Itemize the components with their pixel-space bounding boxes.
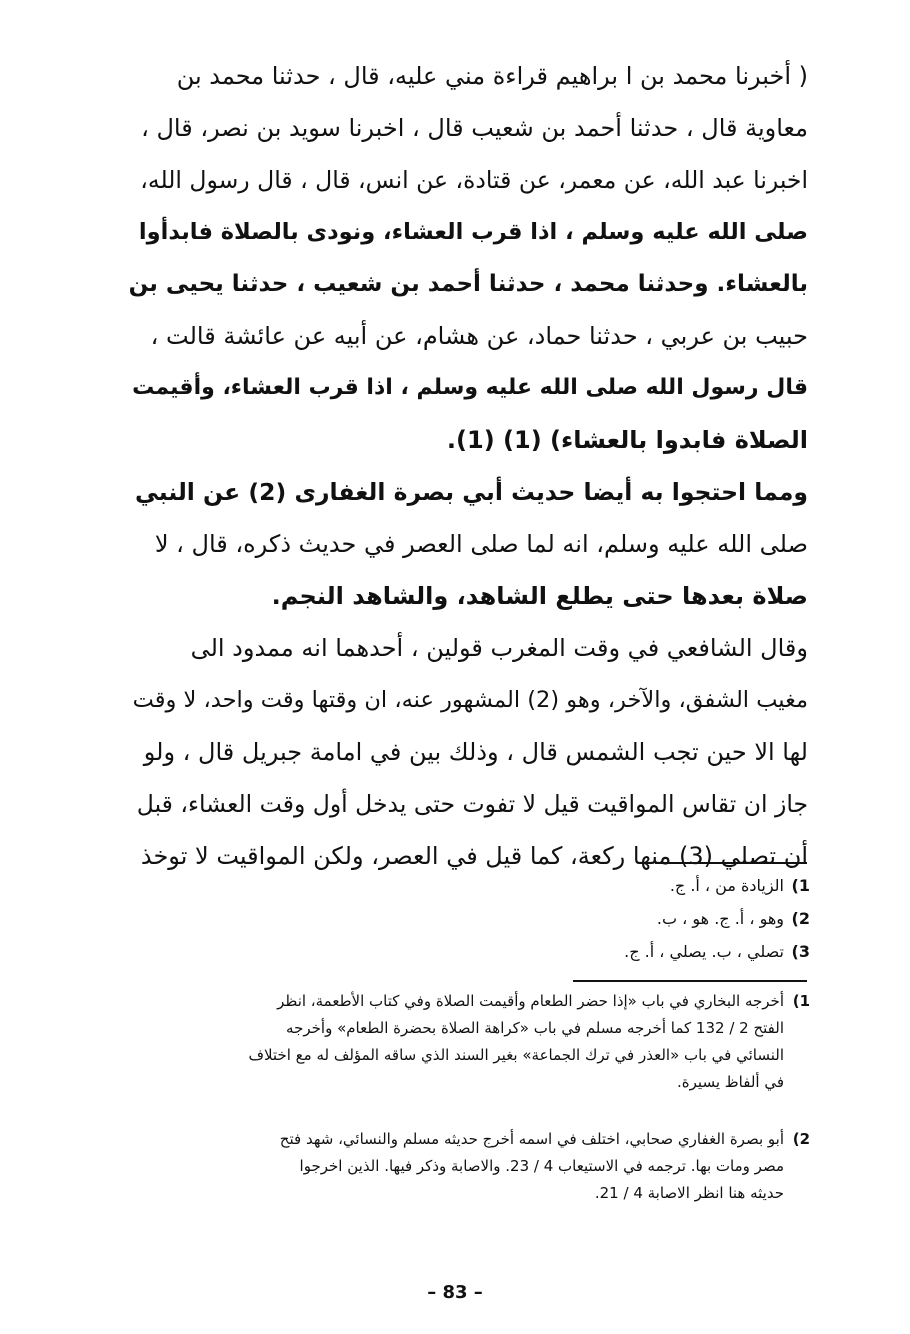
footnote-line: أخرجه البخاري في باب «إذا حضر الطعام وأقيمت الصلاة وفي كتاب الأطعمة، انظر bbox=[277, 992, 784, 1010]
footnote-2-line: حديثه هنا انظر الاصابة 4 / 21. bbox=[594, 1184, 784, 1202]
main-text-line: أن تصلي (3) منها ركعة، كما قيل في العصر، ولكن المواقيت لا توخذ bbox=[140, 842, 808, 870]
main-text-line: جاز ان تقاس المواقيت قيل لا تفوت حتى يدخل أول وقت العشاء، قبل bbox=[136, 790, 808, 818]
main-text-line: ومما احتجوا به أيضا حديث أبي بصرة الغفارى (2) عن النبي bbox=[135, 478, 808, 506]
main-text-line: صلاة بعدها حتى يطلع الشاهد، والشاهد النجم. bbox=[271, 582, 808, 610]
footnote-number: 2) bbox=[792, 1130, 810, 1148]
variant-separator-rule bbox=[655, 862, 807, 864]
page-number: – 83 – bbox=[427, 1282, 483, 1303]
footnote-1-line: الفتح 2 / 132 كما أخرجه مسلم في باب «كراهة الصلاة بحضرة الطعام» وأخرجه bbox=[286, 1019, 784, 1037]
footnote-2 bbox=[280, 1126, 810, 1153]
main-text-line: معاوية قال ، حدثنا أحمد بن شعيب قال ، اخبرنا سويد بن نصر، قال ، bbox=[141, 114, 808, 142]
main-text-line: حبيب بن عربي ، حدثنا حماد، عن هشام، عن أبيه عن عائشة قالت ، bbox=[150, 322, 808, 350]
variant-note bbox=[624, 936, 810, 968]
footnote-1-line: في ألفاظ يسيرة. bbox=[677, 1073, 784, 1091]
main-text bbox=[128, 50, 808, 882]
main-text-line: لها الا حين تجب الشمس قال ، وذلك بين في امامة جبريل قال ، ولو bbox=[143, 738, 808, 766]
main-text-line: صلى الله عليه وسلم ، اذا قرب العشاء، ونودى بالصلاة فابدأوا bbox=[138, 219, 808, 245]
main-text-line: ( أخبرنا محمد بن ا براهيم قراءة مني عليه، قال ، حدثنا محمد بن bbox=[176, 62, 808, 90]
variant-number: 3) bbox=[791, 942, 810, 961]
variant-text: وهو ، أ. ج. هو ، ب. bbox=[656, 909, 784, 928]
main-text-line: اخبرنا عبد الله، عن معمر، عن قتادة، عن انس، قال ، قال رسول الله، bbox=[140, 166, 808, 194]
variant-number: 1) bbox=[791, 876, 810, 895]
variant-note bbox=[670, 870, 810, 902]
variant-text: الزيادة من ، أ. ج. bbox=[669, 876, 784, 895]
footnote-1 bbox=[277, 988, 810, 1015]
footnote-2-line: مصر ومات بها. ترجمه في الاستيعاب 4 / 23. والاصابة وذكر فيها. الذين اخرجوا bbox=[299, 1157, 784, 1175]
variant-number: 2) bbox=[791, 909, 810, 928]
main-text-line: صلى الله عليه وسلم، انه لما صلى العصر في حديث ذكره، قال ، لا bbox=[154, 530, 808, 558]
variant-note bbox=[657, 903, 810, 935]
main-text-line: بالعشاء. وحدثنا محمد ، حدثنا أحمد بن شعيب ، حدثنا يحيى بن bbox=[128, 271, 808, 297]
main-text-line: قال رسول الله صلى الله عليه وسلم ، اذا قرب العشاء، وأقيمت bbox=[132, 375, 808, 400]
footnote-separator-rule bbox=[573, 980, 807, 982]
main-text-line: الصلاة فابدوا بالعشاء) (1) (1). bbox=[446, 426, 808, 454]
variant-text: تصلي ، ب. يصلي ، أ. ج. bbox=[624, 942, 784, 961]
main-text-line: وقال الشافعي في وقت المغرب قولين ، أحدهما انه ممدود الى bbox=[190, 634, 808, 662]
main-text-line: مغيب الشفق، والآخر، وهو (2) المشهور عنه، ان وقتها وقت واحد، لا وقت bbox=[132, 687, 808, 713]
footnote-1-line: النسائي في باب «العذر في ترك الجماعة» بغير السند الذي ساقه المؤلف له مع اختلاف bbox=[248, 1046, 784, 1064]
footnote-line: أبو بصرة الغفاري صحابي، اختلف في اسمه أخرج حديثه مسلم والنسائي، شهد فتح bbox=[279, 1130, 784, 1148]
footnote-number: 1) bbox=[792, 992, 810, 1010]
